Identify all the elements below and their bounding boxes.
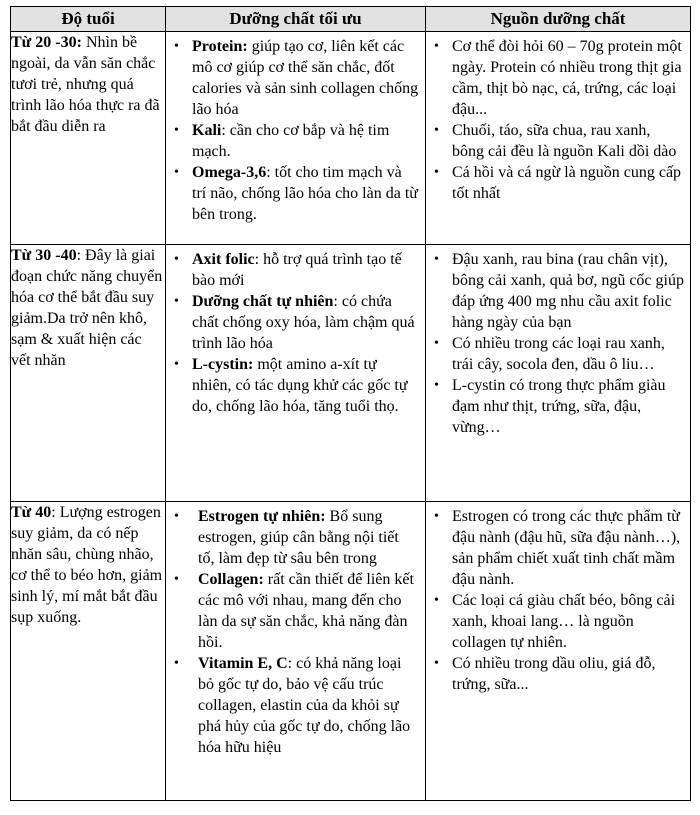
- nutrition-table: [10, 6, 691, 801]
- source-text: Có nhiều trong dầu oliu, giá đỗ, trứng, sữa...: [452, 655, 656, 693]
- nutrient-item: [166, 354, 419, 417]
- nutrient-name: Axit folic: [192, 251, 255, 268]
- source-text: L-cystin có trong thực phẩm giàu đạm như thịt, trứng, sữa, đậu, vừng…: [452, 377, 666, 436]
- bullet-icon: •: [434, 378, 439, 393]
- nutrient-name: Omega-3,6: [192, 164, 267, 181]
- nutrient-item: [166, 569, 419, 653]
- bullet-icon: •: [174, 39, 179, 54]
- nutrient-item: [166, 291, 419, 354]
- nutrient-text: rất cần thiết để liên kết các mô với nhau, mang đến cho làn da sự săn chắc, khả năng đàn hồi.: [198, 571, 414, 651]
- bullet-icon: •: [434, 39, 439, 54]
- source-item: [426, 120, 684, 162]
- header-nutrients: Dưỡng chất tối ưu: [166, 7, 426, 32]
- nutrient-text: : cần cho cơ bắp và hệ tim mạch.: [192, 122, 390, 160]
- nutrient-item: [166, 249, 419, 291]
- bullet-icon: •: [174, 294, 179, 309]
- nutrient-item: [166, 162, 419, 225]
- nutrient-text: : có chứa chất chống oxy hóa, làm chậm quá trình lão hóa: [192, 293, 415, 352]
- source-text: Các loại cá giàu chất béo, bông cải xanh, khoai lang… là nguồn collagen tự nhiên.: [452, 592, 676, 651]
- bullet-icon: •: [174, 656, 179, 671]
- bullet-icon: •: [434, 336, 439, 351]
- age-description: : Lượng estrogen suy giảm, da có nếp nhăn sâu, chùng nhão, cơ thể to béo hơn, giảm sinh lý, mí mắt bắt đầu sụp xuống.: [11, 504, 163, 626]
- source-text: Có nhiều trong các loại rau xanh, trái cây, socola đen, dầu ô liu…: [452, 335, 665, 373]
- header-age: Độ tuổi: [11, 7, 166, 32]
- bullet-icon: •: [434, 123, 439, 138]
- nutrient-name: Estrogen tự nhiên:: [198, 508, 326, 525]
- source-text: Đậu xanh, rau bina (rau chân vịt), bông cải xanh, quả bơ, ngũ cốc giúp đáp ứng 400 mg nhu cầu axit folic hàng ngày của bạn: [452, 251, 684, 331]
- nutrient-name: L-cystin:: [192, 356, 254, 373]
- nutrients-cell: [166, 502, 426, 801]
- bullet-icon: •: [174, 357, 179, 372]
- age-cell: [11, 245, 166, 502]
- nutrient-item: [166, 506, 419, 569]
- source-item: [426, 653, 684, 695]
- nutrient-text: giúp tạo cơ, liên kết các mô cơ giúp cơ thể săn chắc, đốt calories và sản sinh collagen chống lão hóa: [192, 38, 419, 118]
- age-description: : Đây là giai đoạn chức năng chuyển hóa cơ thể bắt đầu suy giảm.Da trở nên khô, sạm & xuất hiện các vết nhăn: [11, 247, 163, 369]
- source-item: [426, 506, 684, 590]
- source-item: [426, 36, 684, 120]
- nutrient-item: [166, 36, 419, 120]
- bullet-icon: •: [434, 656, 439, 671]
- age-description: Nhìn bề ngoài, da vẫn săn chắc tươi trẻ, nhưng quá trình lão hóa thực ra đã bắt đầu diễn ra: [11, 34, 160, 135]
- source-item: [426, 333, 684, 375]
- source-text: Chuối, táo, sữa chua, rau xanh, bông cải đều là nguồn Kali dồi dào: [452, 122, 677, 160]
- nutrient-name: Vitamin E, C: [198, 655, 288, 672]
- bullet-icon: •: [434, 593, 439, 608]
- nutrient-text: : có khả năng loại bỏ gốc tự do, bảo vệ cấu trúc collagen, elastin của da khỏi sự phá hủy của gốc tự do, chống lão hóa hữu hiệu: [198, 655, 411, 756]
- bullet-icon: •: [174, 165, 179, 180]
- age-cell: [11, 502, 166, 801]
- nutrient-item: [166, 653, 419, 758]
- bullet-icon: •: [174, 252, 179, 267]
- table-row: [11, 32, 691, 245]
- header-row: [11, 7, 691, 32]
- source-text: Estrogen có trong các thực phẩm từ đậu nành (đậu hũ, sữa đậu nành…), sản phẩm chiết xuất tinh chất mầm đậu nành.: [452, 508, 681, 588]
- source-item: [426, 590, 684, 653]
- nutrient-text: : tốt cho tim mạch và trí não, chống lão hóa cho làn da từ bên trong.: [192, 164, 418, 223]
- nutrients-cell: [166, 32, 426, 245]
- source-text: Cá hồi và cá ngừ là nguồn cung cấp tốt nhất: [452, 164, 682, 202]
- table-row: [11, 502, 691, 801]
- source-text: Cơ thể đòi hỏi 60 – 70g protein một ngày. Protein có nhiều trong thịt gia cầm, thịt bò nạc, cá, trứng, các loại đậu...: [452, 38, 682, 118]
- bullet-icon: •: [174, 509, 179, 524]
- age-label: Từ 30 -40: [11, 247, 77, 264]
- bullet-icon: •: [434, 509, 439, 524]
- nutrient-name: Kali: [192, 122, 222, 139]
- nutrient-text: : hỗ trợ quá trình tạo tế bào mới: [192, 251, 402, 289]
- nutrients-cell: [166, 245, 426, 502]
- bullet-icon: •: [434, 252, 439, 267]
- nutrient-item: [166, 120, 419, 162]
- bullet-icon: •: [174, 572, 179, 587]
- nutrient-name: Dưỡng chất tự nhiên: [192, 293, 334, 310]
- header-sources: Nguồn dưỡng chất: [426, 7, 691, 32]
- age-label: Từ 20 -30:: [11, 34, 82, 51]
- bullet-icon: •: [174, 123, 179, 138]
- source-item: [426, 375, 684, 438]
- nutrient-name: Protein:: [192, 38, 248, 55]
- sources-cell: [426, 502, 691, 801]
- nutrient-name: Collagen:: [198, 571, 264, 588]
- sources-cell: [426, 245, 691, 502]
- sources-cell: [426, 32, 691, 245]
- age-label: Từ 40: [11, 504, 52, 521]
- bullet-icon: •: [434, 165, 439, 180]
- nutrient-text: một amino a-xít tự nhiên, có tác dụng khử các gốc tự do, chống lão hóa, tăng tuổi thọ.: [192, 356, 408, 415]
- source-item: [426, 249, 684, 333]
- nutrient-text: Bổ sung estrogen, giúp cân bằng nội tiết tố, làm đẹp từ sâu bên trong: [198, 508, 399, 567]
- table-row: [11, 245, 691, 502]
- source-item: [426, 162, 684, 204]
- age-cell: [11, 32, 166, 245]
